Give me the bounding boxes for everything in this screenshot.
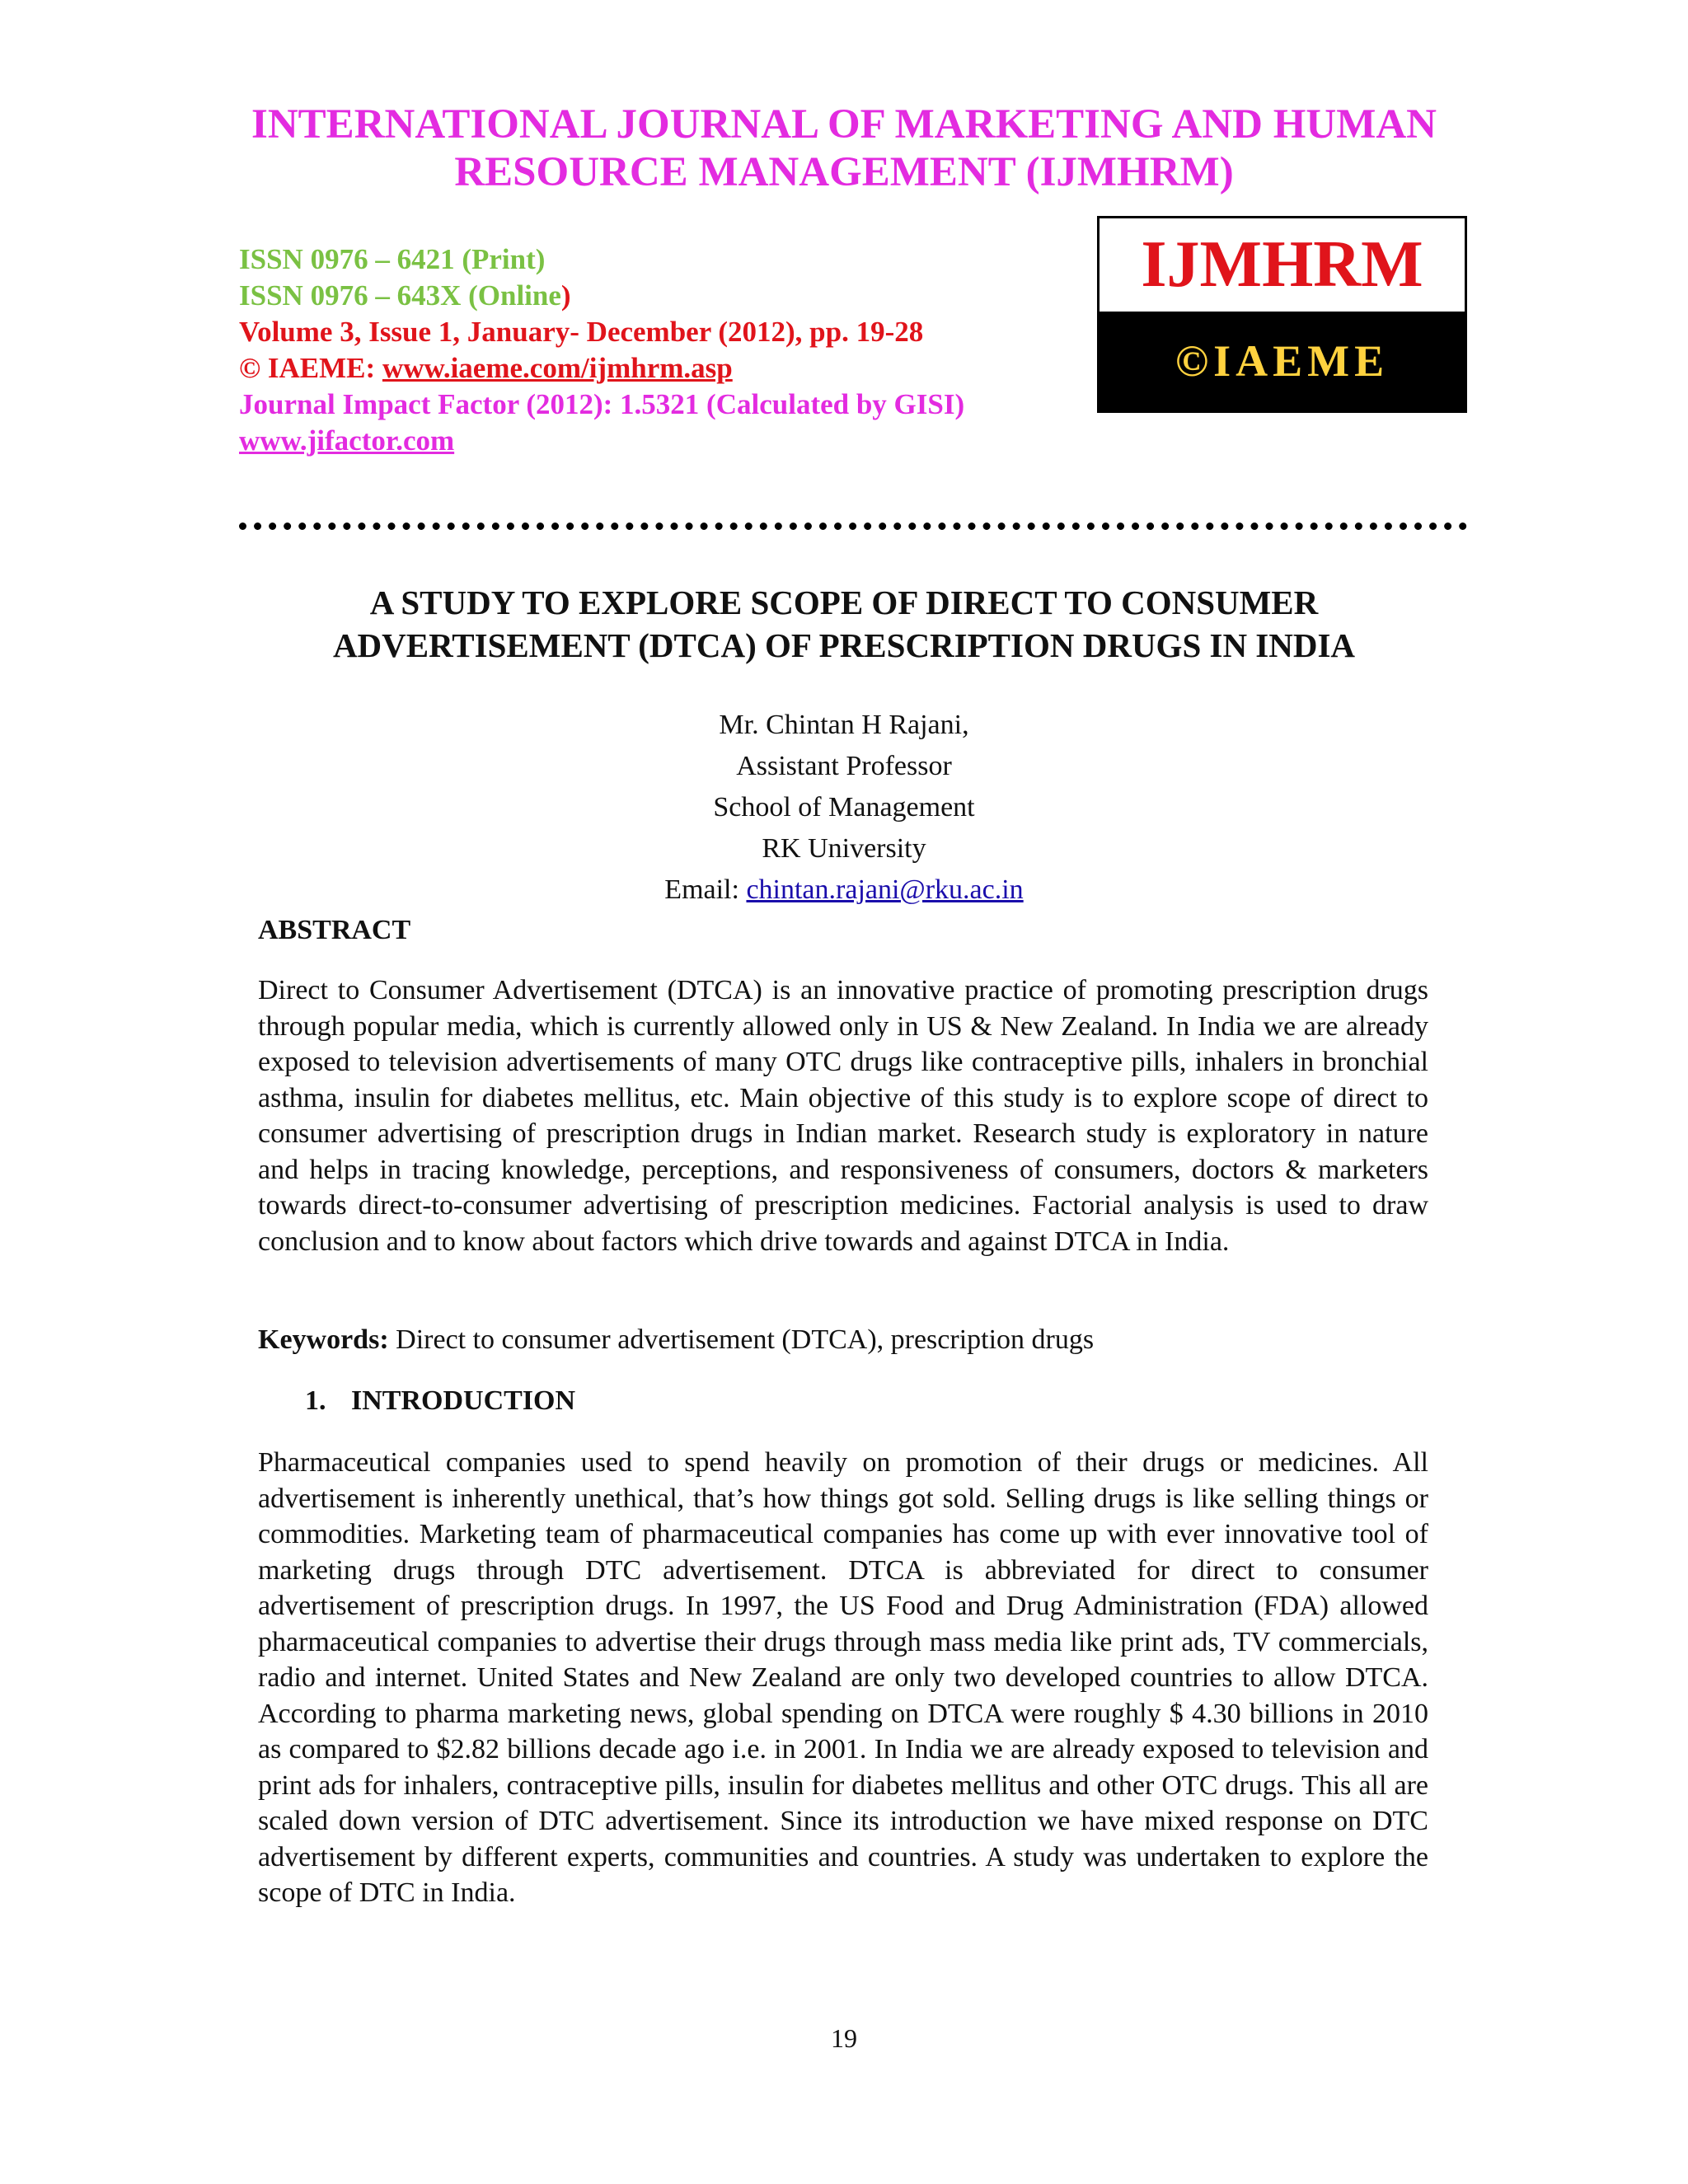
issn-online-close: ) — [560, 279, 571, 312]
keywords-text: Direct to consumer advertisement (DTCA), prescription drugs — [388, 1324, 1095, 1355]
author-email-link[interactable]: chintan.rajani@rku.ac.in — [746, 874, 1024, 905]
issn-print: ISSN 0976 – 6421 (Print) — [239, 243, 546, 275]
dotted-divider — [239, 523, 1467, 530]
author-name: Mr. Chintan H Rajani, — [719, 710, 969, 740]
jifactor-link[interactable]: www.jifactor.com — [239, 424, 455, 457]
introduction-heading — [305, 1383, 575, 1419]
introduction-text: Pharmaceutical companies used to spend heavily on promotion of their drugs or medicines. All advertisement is inherently unethical, that’s how things got sold. Selling drugs is like selling things or commodities. Marketing team of pharmaceutical companies has come up with ever innovative tool of marketing drugs through DTC advertisement. DTCA is abbreviated for direct to consumer advertisement of prescription drugs. In 1997, the US Food and Drug Administration (FDA) allowed pharmaceutical companies to advertise their drugs through mass media like print ads, TV commercials, radio and internet. United States and New Zealand are only two developed countries to allow DTCA. According to pharma marketing news, global spending on DTCA were roughly $ 4.30 billions in 2010 as compared to $2.82 billions decade ago i.e. in 2001. In India we are already exposed to television and print ads for inhalers, contraceptive pills, insulin for diabetes mellitus and other OTC drugs. This all are scaled down version of DTC advertisement. Since its introduction we have mixed response on DTC advertisement by different experts, communities and countries. A study was undertaken to explore the scope of DTC in India. — [258, 1447, 1428, 1908]
journal-meta — [239, 241, 964, 459]
iaeme-prefix: © IAEME: — [239, 352, 382, 384]
volume-info: Volume 3, Issue 1, January- December (2012), pp. 19-28 — [239, 316, 924, 348]
issn-online-text: ISSN 0976 – 643X (Online — [239, 279, 561, 312]
article-title-line-2: ADVERTISEMENT (DTCA) OF PRESCRIPTION DRUGS IN INDIA — [332, 626, 1356, 664]
introduction-title: INTRODUCTION — [351, 1385, 576, 1416]
keywords-line — [258, 1322, 1428, 1358]
keywords-label: Keywords: — [258, 1324, 389, 1355]
abstract-heading: ABSTRACT — [258, 915, 411, 945]
introduction-number: 1. — [305, 1385, 326, 1416]
issn-online — [239, 278, 964, 314]
abstract-text: Direct to Consumer Advertisement (DTCA) is an innovative practice of promoting prescription drugs through popular media, which is currently allowed only in US & New Zealand. In India we are already exposed to television advertisements of many OTC drugs like contraceptive pills, inhalers in bronchial asthma, insulin for diabetes mellitus, etc. Main objective of this study is to explore scope of direct to consumer advertising of prescription drugs in Indian market. Research study is exploratory in nature and helps in tracing knowledge, perceptions, and responsiveness of consumers, doctors & marketers towards direct-to-consumer advertising of prescription medicines. Factorial analysis is used to draw conclusion and to know about factors which drive towards and against DTCA in India. — [258, 975, 1428, 1257]
impact-factor: Journal Impact Factor (2012): 1.5321 (Calculated by GISI) — [239, 388, 965, 420]
journal-title-line-1: INTERNATIONAL JOURNAL OF MARKETING AND HUMAN — [251, 101, 1437, 148]
author-position: Assistant Professor — [736, 751, 952, 781]
article-title — [0, 581, 1688, 667]
iaeme-link[interactable]: www.iaeme.com/ijmhrm.asp — [382, 352, 733, 384]
author-email-line — [0, 869, 1688, 911]
author-email-label: Email: — [664, 874, 747, 905]
journal-title — [0, 101, 1688, 196]
logo-title: IJMHRM — [1141, 228, 1423, 301]
page-number: 19 — [831, 2023, 857, 2053]
author-school: School of Management — [713, 792, 975, 823]
logo-publisher: ©IAEME — [1100, 312, 1465, 410]
author-university: RK University — [762, 833, 926, 864]
article-title-line-1: A STUDY TO EXPLORE SCOPE OF DIRECT TO CONSUMER — [369, 583, 1319, 621]
journal-title-line-2: RESOURCE MANAGEMENT (IJMHRM) — [454, 149, 1234, 195]
author-block — [0, 705, 1688, 911]
iaeme-line — [239, 350, 964, 387]
journal-logo — [1097, 216, 1467, 413]
jifactor-line — [239, 423, 964, 459]
